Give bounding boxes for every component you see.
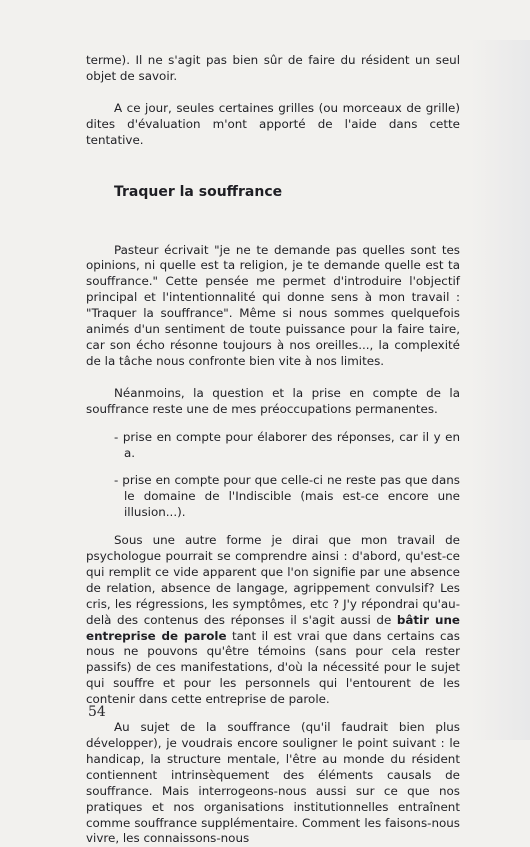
- bullet-elaborate-responses: - prise en compte pour élaborer des réponses, car il y en a.: [114, 429, 460, 460]
- paragraph-pasteur-quote: Pasteur écrivait "je ne te demande pas quelles sont tes opinions, ni quelle est ta religion, je te demande quelle est ta souffrance." Cette pensée me permet d'introduire l'objectif principal et l'intentionnalité qui donne sens à mon travail : "Traquer la souffrance". Même si nous sommes quelquefois animés d'un sentiment de toute puissance pour la faire taire, car son écho résonne toujours à nos oreilles..., la complexité de la tâche nous confronte bien vite à nos limites.: [86, 242, 460, 368]
- paragraph-text-before-emphasis: Sous une autre forme je dirai que mon travail de psychologue pourrait se comprendre ainsi : d'abord, qu'est-ce qui remplit ce vide apparent que l'on signifie par une absence de relation, absence de langage, agrippement convulsif? Les cris, les régressions, les symptômes, etc ? J'y répondrai qu'au-delà des contenus des réponses il s'agit aussi de: [86, 533, 460, 627]
- bullet-indiscible: - prise en compte pour que celle-ci ne reste pas que dans le domaine de l'Indiscible (mais est-ce encore une illusion...).: [114, 473, 460, 520]
- paragraph-text-after-emphasis: tant il est vrai que dans certains cas nous ne pouvons qu'être témoins (sans pour cela rester passifs) de ces manifestations, d'où la nécessité pour le sujet qui souffre et pour les personnels qui l'entourent de les contenir dans cette entreprise de parole.: [86, 628, 460, 707]
- text-column: [86, 53, 460, 847]
- page-edge-shadow: [470, 40, 530, 740]
- paragraph-preoccupations: Néanmoins, la question et la prise en compte de la souffrance reste une de mes préoccupations permanentes.: [86, 385, 460, 416]
- paragraph-institutional-suffering: Au sujet de la souffrance (qu'il faudrait bien plus développer), je voudrais encore souligner le point suivant : le handicap, la structure mentale, l'être au monde du résident contiennent intrinsèquement des éléments causals de souffrance. Mais interrogeons-nous aussi sur ce que nos pratiques et nos organisations institutionnelles entraînent comme souffrance supplémentaire. Comment les faisons-nous vivre, les connaissons-nous: [86, 720, 460, 846]
- section-heading: Traquer la souffrance: [114, 183, 283, 200]
- paragraph-evaluation-grids: A ce jour, seules certaines grilles (ou morceaux de grille) dites d'évaluation m'ont apporté de l'aide dans cette tentative.: [86, 100, 460, 147]
- paragraph-continuation: terme). Il ne s'agit pas bien sûr de faire du résident un seul objet de savoir.: [86, 53, 460, 83]
- paragraph-psychologist-work: [86, 533, 460, 708]
- emphasis-entreprise-de-parole: bâtir une entreprise de parole: [86, 612, 460, 643]
- page-number: 54: [88, 704, 106, 720]
